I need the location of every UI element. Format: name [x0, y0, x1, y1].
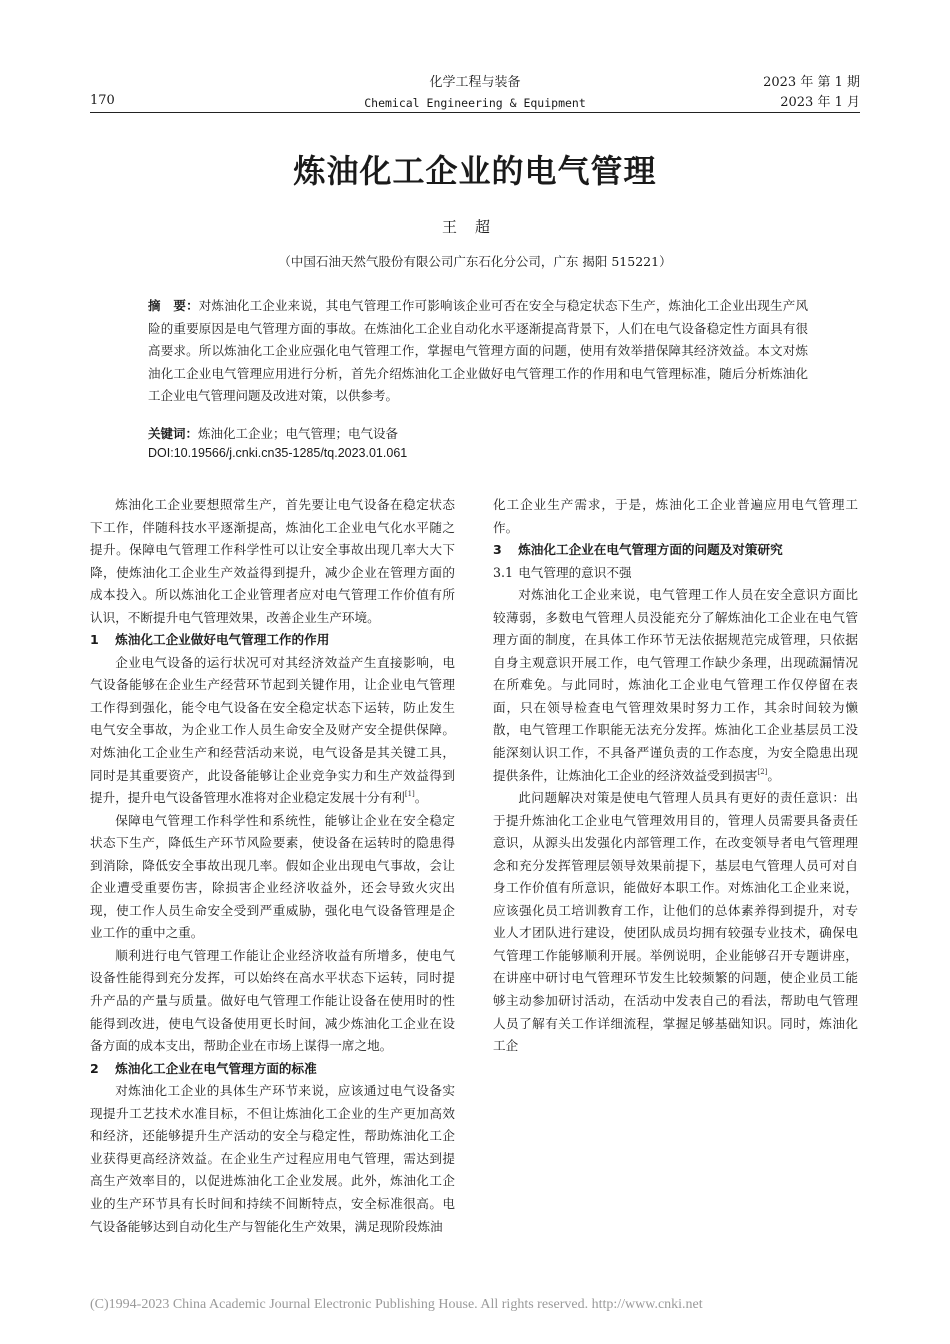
author-affiliation: （中国石油天然气股份有限公司广东石化分公司，广东 揭阳 515221） [278, 254, 672, 269]
subsection-3-1-number: 3.1 [493, 564, 514, 580]
cnki-url[interactable]: http://www.cnki.net [591, 1297, 703, 1312]
section-2-paragraph-1: 对炼油化工企业的具体生产环节来说，应该通过电气设备实现提升工艺技术水准目标，不但让炼油化工企业的生产更加高效和经济，还能够提升生产活动的安全与稳定性，帮助炼油化工企业获得更高经济效益。在企业生产过程应用电气管理，需达到提高生产效率目的，以促进炼油化工企业发展。此外，炼油化工企业的生产环节具有长时间和持续不间断特点，安全标准很高。电气设备能够达到自动化生产与智能化生产效果，满足现阶段炼油 [90, 1083, 455, 1234]
section-1-heading [90, 629, 455, 652]
copyright-text: (C)1994-2023 China Academic Journal Electronic Publishing House. All rights reserved. [90, 1297, 589, 1312]
subsection-3-1-paragraph-1 [493, 584, 858, 787]
keywords [148, 424, 398, 442]
journal-name-cn: 化学工程与装备 [429, 75, 521, 90]
body-column-right [493, 494, 858, 1058]
article-title: 炼油化工企业的电气管理 [293, 152, 657, 190]
paragraph-text: 对炼油化工企业来说，电气管理工作人员在安全意识方面比较薄弱，多数电气管理人员没能充分了解炼油化工企业在电气管理方面的制度，在具体工作环节无法依据规范完成管理，只依据自身主观意识开展工作，电气管理工作缺少条理，出现疏漏情况在所难免。与此同时，炼油化工企业电气管理工作仅停留在表面，只在领导检查电气管理效果时努力工作，其余时间较为懒散，电气管理工作职能无法充分发挥。炼油化工企业基层员工没能深刻认识工作，不具备严谨负责的工作态度，为安全隐患出现提供条件，让炼油化工企业的经济效益受到损害 [493, 587, 858, 783]
article-author: 王超 [441, 218, 508, 236]
abstract-text: 对炼油化工企业来说，其电气管理工作可影响该企业可否在安全与稳定状态下生产，炼油化工企业出现生产风险的重要原因是电气管理方面的事故。在炼油化工企业自动化水平逐渐提高背景下，人们在电气设备稳定性方面具有很高要求。所以炼油化工企业应强化电气管理工作，掌握电气管理方面的问题，使用有效举措保障其经济效益。本文对炼油化工企业电气管理应用进行分析，首先介绍炼油化工企业做好电气管理工作的作用和电气管理标准，随后分析炼油化工企业电气管理问题及改进对策，以供参考。 [148, 298, 808, 403]
section-3-title: 炼油化工企业在电气管理方面的问题及对策研究 [518, 542, 783, 558]
citation-1[interactable]: [1] [404, 790, 415, 799]
section-3-number: 3 [493, 542, 502, 558]
abstract [148, 295, 808, 408]
paragraph-end: 。 [414, 790, 428, 806]
section-1-number: 1 [90, 632, 99, 648]
section-2-number: 2 [90, 1060, 99, 1076]
paragraph-end: 。 [767, 767, 780, 783]
page-number: 170 [90, 93, 115, 108]
journal-name [340, 73, 610, 113]
doi: DOI:10.19566/j.cnki.cn35-1285/tq.2023.01.061 [148, 446, 408, 460]
paragraph-text: 企业电气设备的运行状况可对其经济效益产生直接影响，电气设备能够在企业生产经营环节起到关键作用，让企业电气管理工作得到强化，能令电气设备在安全稳定状态下运转，防止发生电气安全事故，为企业工作人员生命安全及财产安全提供保障。对炼油化工企业生产和经营活动来说，电气设备是其关键工具，同时是其重要资产，此设备能够让企业竞争实力和生产效益得到提升，提升电气设备管理水准将对企业稳定发展十分有利 [90, 654, 455, 806]
journal-name-en: Chemical Engineering & Equipment [364, 96, 586, 110]
issue-date: 2023 年 1 月 [780, 95, 860, 110]
section-1-paragraph-2: 保障电气管理工作科学性和系统性，能够让企业在安全稳定状态下生产，降低生产环节风险要素，使设备在运转时的隐患得到消除，降低安全事故出现几率。假如企业出现电气事故，会让企业遭受重要伤害，除损害企业经济收益外，还会导致火灾出现，使工作人员生命安全受到严重威胁，强化电气设备管理是企业工作的重中之重。 [90, 812, 455, 941]
section-3-heading [493, 539, 858, 562]
intro-paragraph: 炼油化工企业要想照常生产，首先要让电气设备在稳定状态下工作，伴随科技水平逐渐提高，炼油化工企业电气化水平随之提升。保障电气管理工作科学性可以让安全事故出现几率大大下降，使炼油化工企业生产效益得到提升，减少企业在管理方面的成本投入。所以炼油化工企业管理者应对电气管理工作价值有所认识，不断提升电气管理效果，改善企业生产环境。 [90, 497, 455, 625]
section-2-heading [90, 1058, 455, 1081]
issue-info [763, 73, 860, 113]
section-1-paragraph-3: 顺利进行电气管理工作能让企业经济收益有所增多，使电气设备性能得到充分发挥，可以始终在高水平状态下运转，同时提升产品的产量与质量。做好电气管理工作能让设备在使用时的性能得到改进，使电气设备使用更长时间，减少炼油化工企业在设备方面的成本支出，帮助企业在市场上谋得一席之地。 [90, 947, 455, 1054]
section-2-paragraph-1-continued: 化工企业生产需求，于是，炼油化工企业普遍应用电气管理工作。 [493, 497, 858, 535]
citation-2[interactable]: [2] [757, 767, 768, 776]
subsection-3-1-paragraph-2: 此问题解决对策是使电气管理人员具有更好的责任意识：出于提升炼油化工企业电气管理效用目的，管理人员需要具备责任意识，从源头出发强化内部管理工作，在改变领导者电气管理理念和充分发挥管理层领导效果前提下，基层电气管理人员可对自身工作价值有所意识，能做好本职工作。对炼油化工企业来说，应该强化员工培训教育工作，让他们的总体素养得到提升，对专业人才团队进行建设，使团队成员均拥有较强专业技术，确保电气管理工作能够顺利开展。举例说明，企业能够召开专题讲座，在讲座中研讨电气管理环节发生比较频繁的问题，使企业员工能够主动参加研讨活动，在活动中发表自己的看法，帮助电气管理人员了解有关工作详细流程，掌握足够基础知识。同时，炼油化工企 [493, 790, 858, 1054]
abstract-label: 摘 要： [148, 298, 199, 313]
header-rule [90, 112, 860, 113]
section-1-paragraph-1 [90, 652, 455, 810]
keywords-text: 炼油化工企业；电气管理；电气设备 [198, 426, 399, 441]
subsection-3-1-title: 电气管理的意识不强 [518, 564, 632, 580]
copyright-footer [90, 1297, 860, 1313]
keywords-label: 关键词： [148, 426, 199, 441]
body-column-left [90, 494, 455, 1238]
issue-number: 2023 年 第 1 期 [763, 75, 860, 90]
section-1-title: 炼油化工企业做好电气管理工作的作用 [115, 632, 330, 648]
section-2-title: 炼油化工企业在电气管理方面的标准 [115, 1060, 317, 1076]
subsection-3-1-heading [493, 562, 858, 585]
